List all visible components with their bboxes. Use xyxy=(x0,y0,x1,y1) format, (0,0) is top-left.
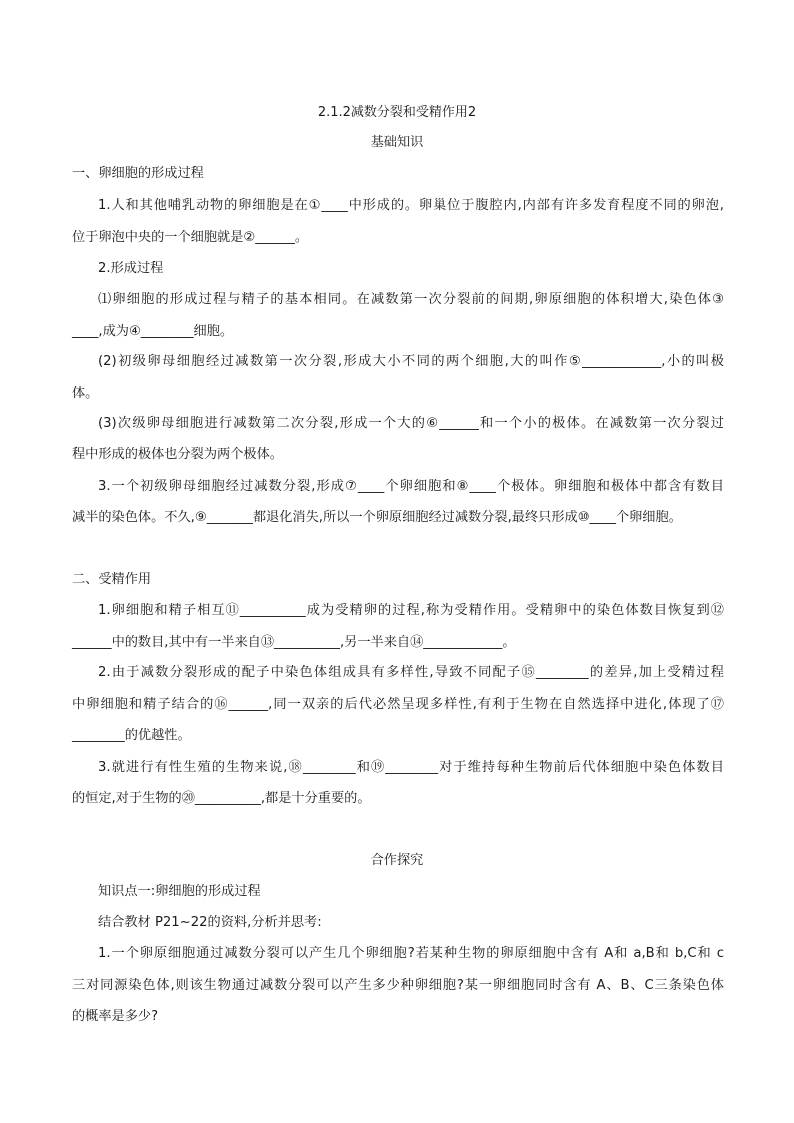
part1-heading: 一、卵细胞的形成过程 xyxy=(72,166,204,181)
paragraph-line: 减半的染色体。不久,⑨_______都退化消失,所以一个卵原细胞经过减数分裂,最终只形成⑩____个卵细胞。 xyxy=(72,510,682,525)
paragraph-line: 三对同源染色体,则该生物通过减数分裂可以产生多少种卵细胞?某一卵细胞同时含有 A、B、C三条染色体 xyxy=(72,978,724,993)
paragraph-line: 1.一个卵原细胞通过减数分裂可以产生几个卵细胞?若某种生物的卵原细胞中含有 A和 a,B和 b,C和 c xyxy=(98,946,724,961)
paragraph-line: 2.由于减数分裂形成的配子中染色体组成具有多样性,导致不同配子⑮________的差异,加上受精过程 xyxy=(98,665,724,680)
paragraph-line: 中卵细胞和精子结合的⑯______,同一双亲的后代必然呈现多样性,有利于生物在自然选择中进化,体现了⑰ xyxy=(72,697,724,712)
paragraph-line: (3)次级卵母细胞进行减数第二次分裂,形成一个大的⑥______和一个小的极体。在减数第一次分裂过 xyxy=(98,416,724,431)
paragraph-line: ____,成为④________细胞。 xyxy=(72,324,234,339)
part2-heading: 二、受精作用 xyxy=(72,572,152,587)
document-title: 2.1.2减数分裂和受精作用2 xyxy=(317,105,477,120)
paragraph-line: 的概率是多少? xyxy=(72,1009,159,1024)
paragraph-line: 的恒定,对于生物的⑳__________,都是十分重要的。 xyxy=(72,791,371,806)
paragraph-line: 结合教材 P21~22的资料,分析并思考: xyxy=(98,915,322,930)
paragraph-line: 位于卵泡中央的一个细胞就是②______。 xyxy=(72,230,309,245)
paragraph-line: 2.形成过程 xyxy=(98,261,164,276)
paragraph-line: ⑴卵细胞的形成过程与精子的基本相同。在减数第一次分裂前的间期,卵原细胞的体积增大,染色体③ xyxy=(98,292,724,307)
paragraph-line: 1.人和其他哺乳动物的卵细胞是在①____中形成的。卵巢位于腹腔内,内部有许多发育程度不同的卵泡, xyxy=(98,198,724,213)
paragraph-line: 程中形成的极体也分裂为两个极体。 xyxy=(72,447,283,462)
paragraph-line: (2)初级卵母细胞经过减数第一次分裂,形成大小不同的两个细胞,大的叫作⑤____________,小的叫极 xyxy=(98,354,724,369)
paragraph-line: ______中的数目,其中有一半来自⑬__________,另一半来自⑭____________。 xyxy=(72,635,516,650)
paragraph-line: 体。 xyxy=(72,386,99,401)
knowledge-point-heading: 知识点一:卵细胞的形成过程 xyxy=(98,884,261,899)
paragraph-line: 3.一个初级卵母细胞经过减数分裂,形成⑦____个卵细胞和⑧____个极体。卵细胞和极体中都含有数目 xyxy=(98,479,724,494)
section-heading-coop: 合作探究 xyxy=(370,853,424,868)
section-heading-basic: 基础知识 xyxy=(370,135,424,150)
paragraph-line: 1.卵细胞和精子相互⑪__________成为受精卵的过程,称为受精作用。受精卵中的染色体数目恢复到⑫ xyxy=(98,603,724,618)
paragraph-line: 3.就进行有性生殖的生物来说,⑱________和⑲________对于维持每种生物前后代体细胞中染色体数目 xyxy=(98,760,724,775)
paragraph-line: ________的优越性。 xyxy=(72,728,191,743)
